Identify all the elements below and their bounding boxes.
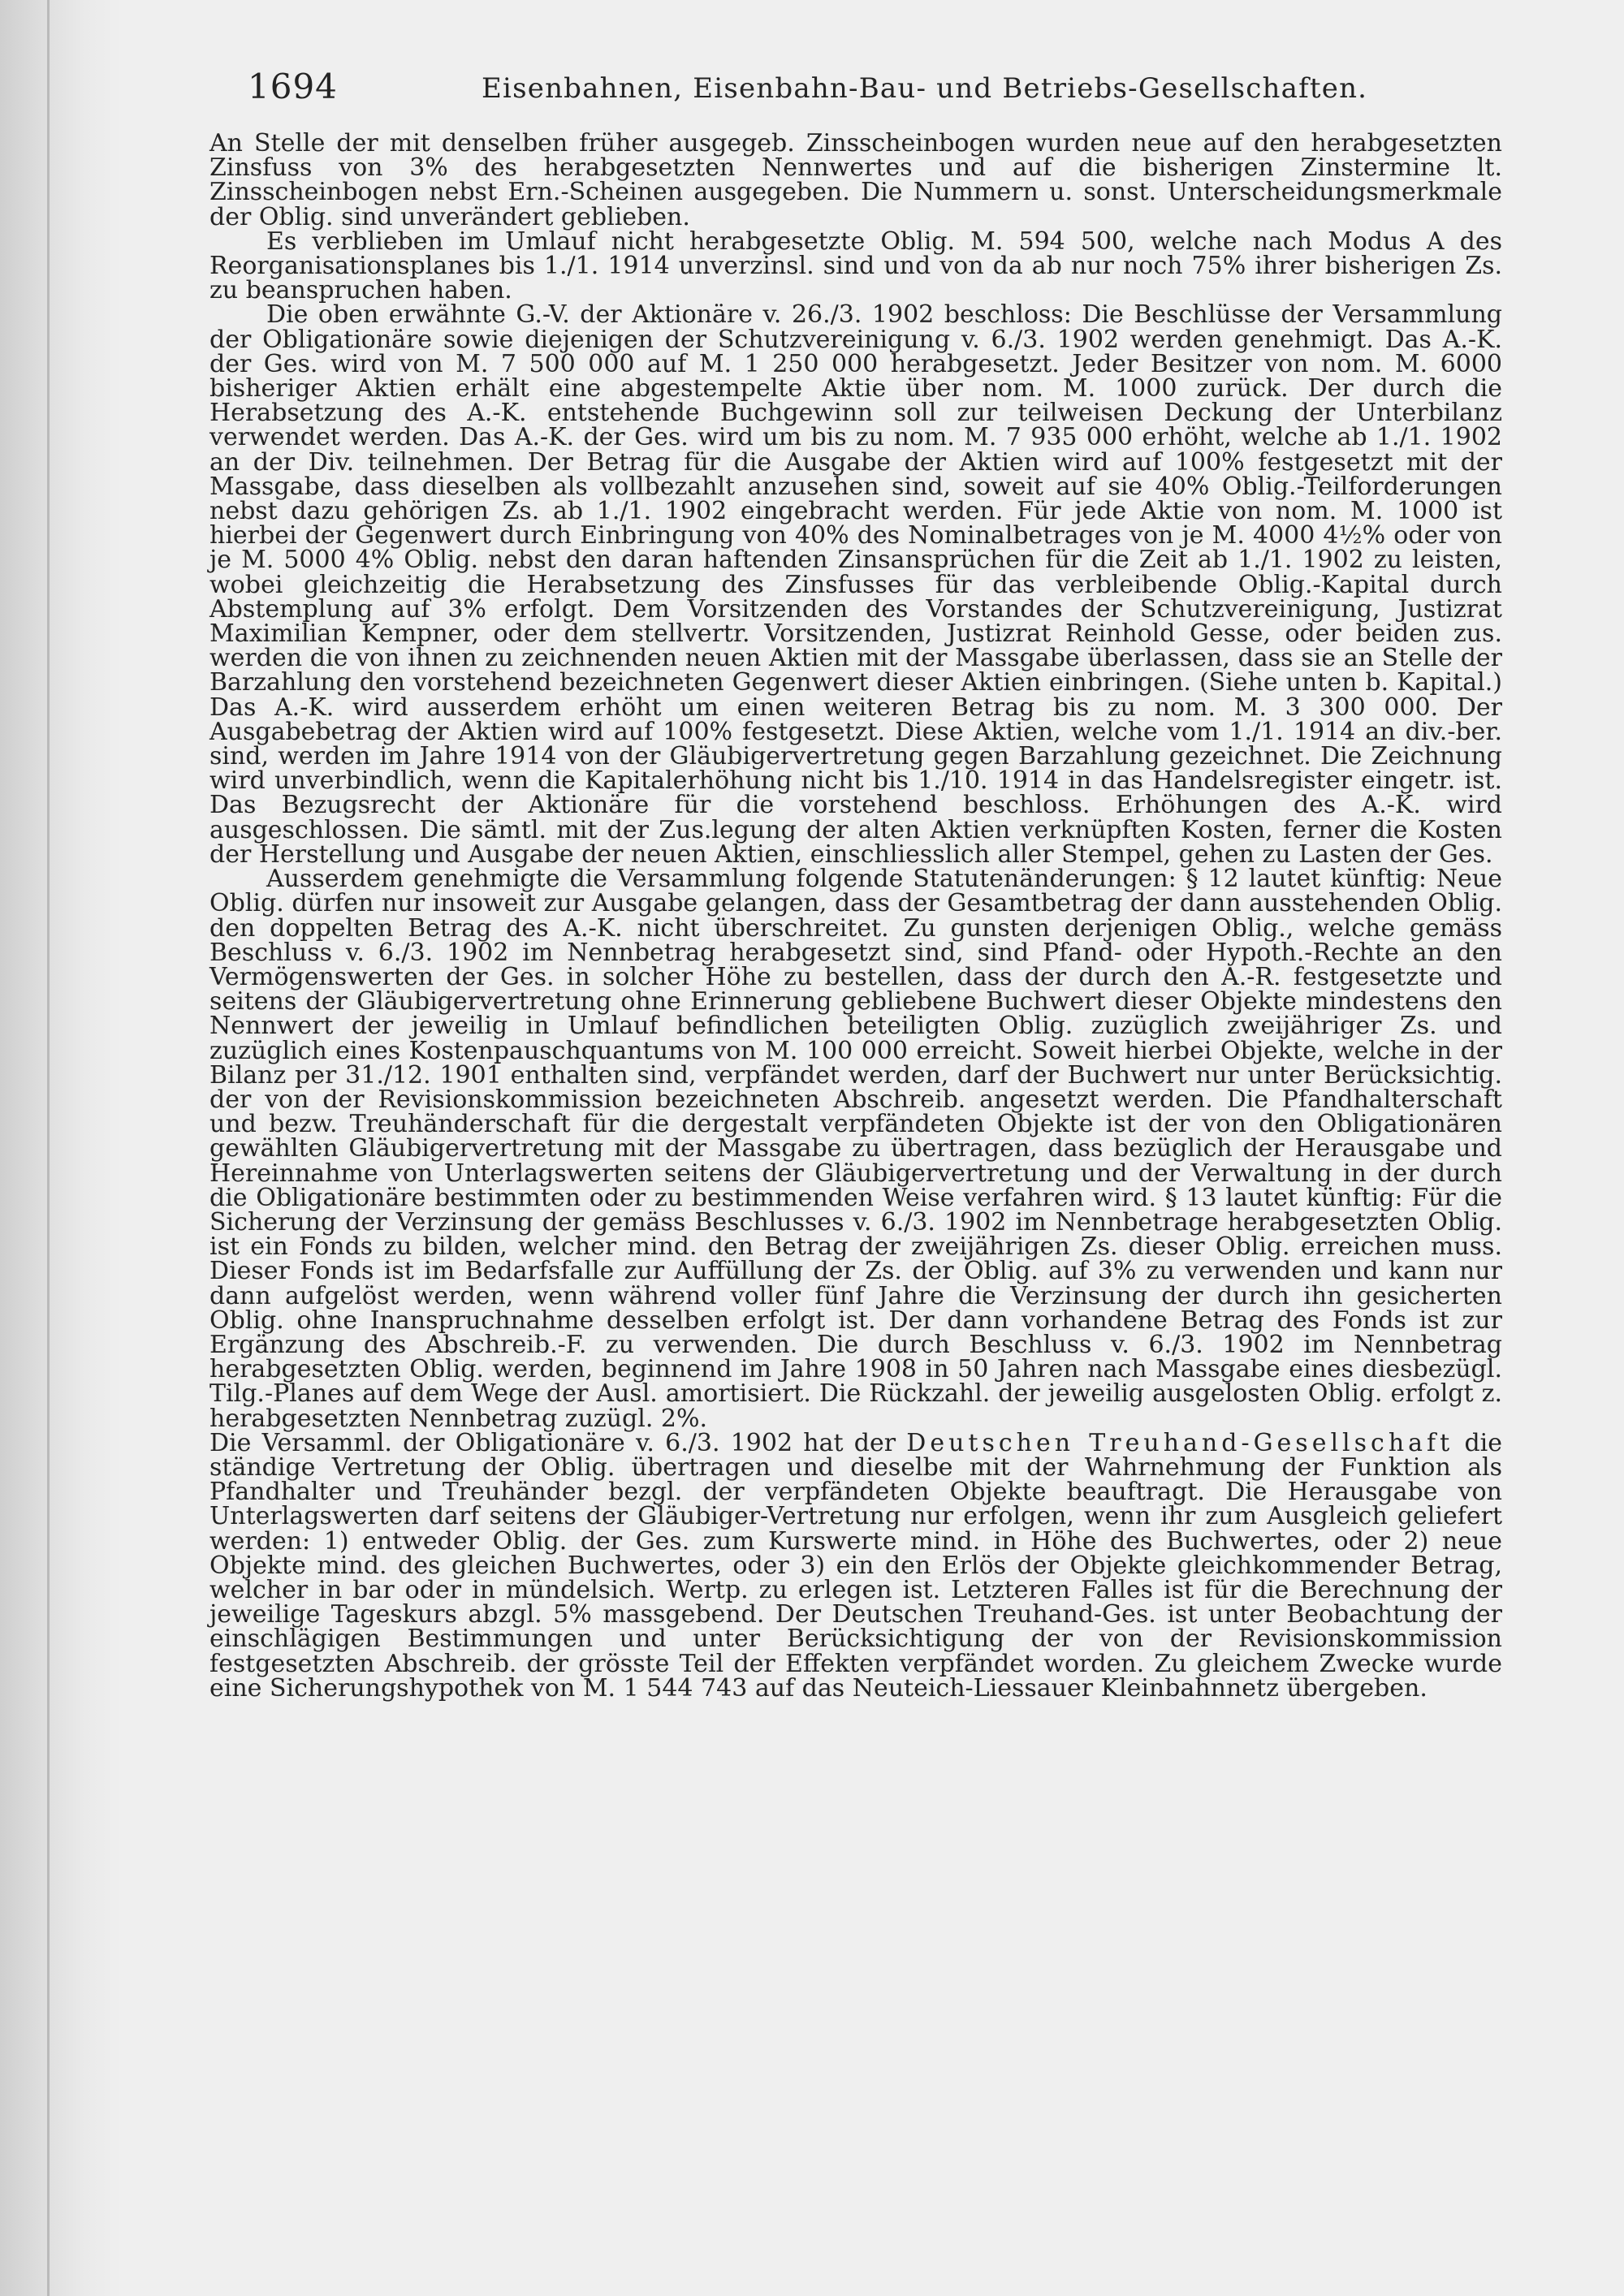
paragraph-treuhand-rest: die ständige Vertretung der Oblig. übertragen und dieselbe mit der Wahrnehmung der Funktion als Pfandhalter und Treuhänder bezgl. der verpfändeten Objekte beauftragt. Die Herausgabe von Unterlagswerten darf seitens der Gläubiger-Vertretung nur erfolgen, wenn ihr zum Ausgleich geliefert werden: 1) entweder Oblig. der Ges. zum Kurswerte mind. in Höhe des Buchwertes, oder 2) neue Objekte mind. des gleichen Buchwertes, oder 3) ein den Erlös der Objekte gleichkommender Betrag, welcher in bar oder in mündelsich. Wertp. zu erlegen ist. Letzteren Falles ist für die Berechnung der jeweilige Tageskurs abzgl. 5% massgebend. Der Deutschen Treuhand-Ges. ist unter Beobachtung der einschlägigen Bestimmungen und unter Berücksichtigung der von der Revisionskommission festgesetzten Abschreib. der grösste Teil der Effekten verpfändet worden. Zu gleichem Zwecke wurde eine Sicherungshypothek von M. 1 544 743 auf das Neuteich-Liessauer Kleinbahnnetz übergeben.	[209, 1428, 1502, 1703]
body-text	[209, 129, 1502, 1703]
paragraph-gv-aktionaere: Die oben erwähnte G.-V. der Aktionäre v. 26./3. 1902 beschloss: Die Beschlüsse der Versammlung der Obligationäre sowie diejenigen der Schutzvereinigung v. 6./3. 1902 werden genehmigt. Das A.-K. der Ges. wird von M. 7 500 000 auf M. 1 250 000 herabgesetzt. Jeder Besitzer von nom. M. 6000 bisheriger Aktien erhält eine abgestempelte Aktie über nom. M. 1000 zurück. Der durch die Herabsetzung des A.-K. entstehende Buchgewinn soll zur teilweisen Deckung der Unterbilanz verwendet werden. Das A.-K. der Ges. wird um bis zu nom. M. 7 935 000 erhöht, welche ab 1./1. 1902 an der Div. teilnehmen. Der Betrag für die Ausgabe der Aktien wird auf 100% festgesetzt mit der Massgabe, dass dieselben als vollbezahlt anzusehen sind, soweit auf sie 40% Oblig.-Teilforderungen nebst dazu gehörigen Zs. ab 1./1. 1902 eingebracht werden. Für jede Aktie von nom. M. 1000 ist hierbei der Gegenwert durch Einbringung von 40% des Nominalbetrages von je M. 4000 4½% oder von je M. 5000 4% Oblig. nebst den daran haftenden Zinsansprüchen für die Zeit ab 1./1. 1902 zu leisten, wobei gleichzeitig die Herabsetzung des Zinsfusses für das verbleibende Oblig.-Kapital durch Abstemplung auf 3% erfolgt. Dem Vorsitzenden des Vorstandes der Schutzvereinigung, Justizrat Maximilian Kempner, oder dem stellvertr. Vorsitzenden, Justizrat Reinhold Gesse, oder beiden zus. werden die von ihnen zu zeichnenden neuen Aktien mit der Massgabe überlassen, dass sie an Stelle der Barzahlung den vorstehend bezeichneten Gegenwert dieser Aktien einbringen. (Siehe unten b. Kapital.) Das A.-K. wird ausserdem erhöht um einen weiteren Betrag bis zu nom. M. 3 300 000. Der Ausgabebetrag der Aktien wird auf 100% festgesetzt. Diese Aktien, welche vom 1./1. 1914 an div.-ber. sind, werden im Jahre 1914 von der Gläubigervertretung gegen Barzahlung gezeichnet. Die Zeichnung wird unverbindlich, wenn die Kapitalerhöhung nicht bis 1./10. 1914 in das Handelsregister eingetr. ist. Das Bezugsrecht der Aktionäre für die vorstehend beschloss. Erhöhungen des A.-K. wird ausgeschlossen. Die sämtl. mit der Zus.legung der alten Aktien verknüpften Kosten, ferner die Kosten der Herstellung und Ausgabe der neuen Aktien, einschliesslich aller Stempel, gehen zu Lasten der Ges.	[209, 300, 1502, 869]
page-header	[248, 67, 1368, 112]
paragraph-statutenaenderungen: Ausserdem genehmigte die Versammlung folgende Statutenänderungen: § 12 lautet künftig: Neue Oblig. dürfen nur insoweit zur Ausgabe gelangen, dass der Gesamtbetrag der dann ausstehenden Oblig. den doppelten Betrag des A.-K. nicht überschreitet. Zu gunsten derjenigen Oblig., welche gemäss Beschluss v. 6./3. 1902 im Nennbetrag herabgesetzt sind, sind Pfand- oder Hypoth.-Rechte an den Vermögenswerten der Ges. in solcher Höhe zu bestellen, dass der durch den A.-R. festgesetzte und seitens der Gläubigervertretung ohne Erinnerung gebliebene Buchwert dieser Objekte mindestens den Nennwert der jeweilig in Umlauf befindlichen beteiligten Oblig. zuzüglich zweijähriger Zs. und zuzüglich eines Kostenpauschquantums von M. 100 000 erreicht. Soweit hierbei Objekte, welche in der Bilanz per 31./12. 1901 enthalten sind, verpfändet werden, darf der Buchwert nur unter Berücksichtig. der von der Revisionskommission bezeichneten Abschreib. angesetzt werden. Die Pfandhalterschaft und bezw. Treuhänderschaft für die dergestalt verpfändeten Objekte ist der von den Obligationären gewählten Gläubigervertretung mit der Massgabe zu übertragen, dass bezüglich der Herausgabe und Hereinnahme von Unterlagswerten seitens der Gläubigervertretung und der Verwaltung in der durch die Obligationäre bestimmten oder zu bestimmenden Weise verfahren wird. § 13 lautet künftig: Für die Sicherung der Verzinsung der gemäss Beschlusses v. 6./3. 1902 im Nennbetrage herabgesetzten Oblig. ist ein Fonds zu bilden, welcher mind. den Betrag der zweijährigen Zs. dieser Oblig. erreichen muss. Dieser Fonds ist im Bedarfsfalle zur Auffüllung der Zs. der Oblig. auf 3% zu verwenden und kann nur dann aufgelöst werden, wenn während voller fünf Jahre die Verzinsung der durch ihn gesicherten Oblig. ohne Inanspruchnahme desselben erfolgt ist. Der dann vorhandene Betrag des Fonds ist zur Ergänzung des Abschreib.-F. zu verwenden. Die durch Beschluss v. 6./3. 1902 im Nennbetrag herabgesetzten Oblig. werden, beginnend im Jahre 1908 in 50 Jahren nach Massgabe eines diesbezügl. Tilg.-Planes auf dem Wege der Ausl. amortisiert. Die Rückzahl. der jeweilig ausgelosten Oblig. erfolgt z. herabgesetzten Nennbetrag zuzügl. 2%.	[209, 865, 1502, 1433]
binding-shadow	[0, 0, 122, 2296]
running-title: Eisenbahnen, Eisenbahn-Bau- und Betriebs-Gesellschaften.	[482, 72, 1368, 105]
paragraph-umlauf-oblig: Es verblieben im Umlauf nicht herabgesetzte Oblig. M. 594 500, welche nach Modus A des Reorganisationsplanes bis 1./1. 1914 unverzinsl. sind und von da ab nur noch 75% ihrer bisherigen Zs. zu beanspruchen haben.	[209, 227, 1502, 305]
paragraph-treuhand-intro: Die Versamml. der Obligationäre v. 6./3. 1902 hat der	[209, 1428, 907, 1457]
paragraph-zinsscheinbogen: An Stelle der mit denselben früher ausgegeb. Zinsscheinbogen wurden neue auf den herabgesetzten Zinsfuss von 3% des herabgesetzten Nennwertes und auf die bisherigen Zinstermine lt. Zinsscheinbogen nebst Ern.-Scheinen ausgegeben. Die Nummern u. sonst. Unterscheidungsmerkmale der Oblig. sind unverändert geblieben.	[209, 129, 1502, 231]
paragraph-treuhand	[209, 1428, 1502, 1703]
binding-edge-line	[47, 0, 50, 2296]
page-number: 1694	[248, 67, 338, 106]
treuhand-company-name: Deutschen Treuhand-Gesellschaft	[906, 1428, 1454, 1457]
